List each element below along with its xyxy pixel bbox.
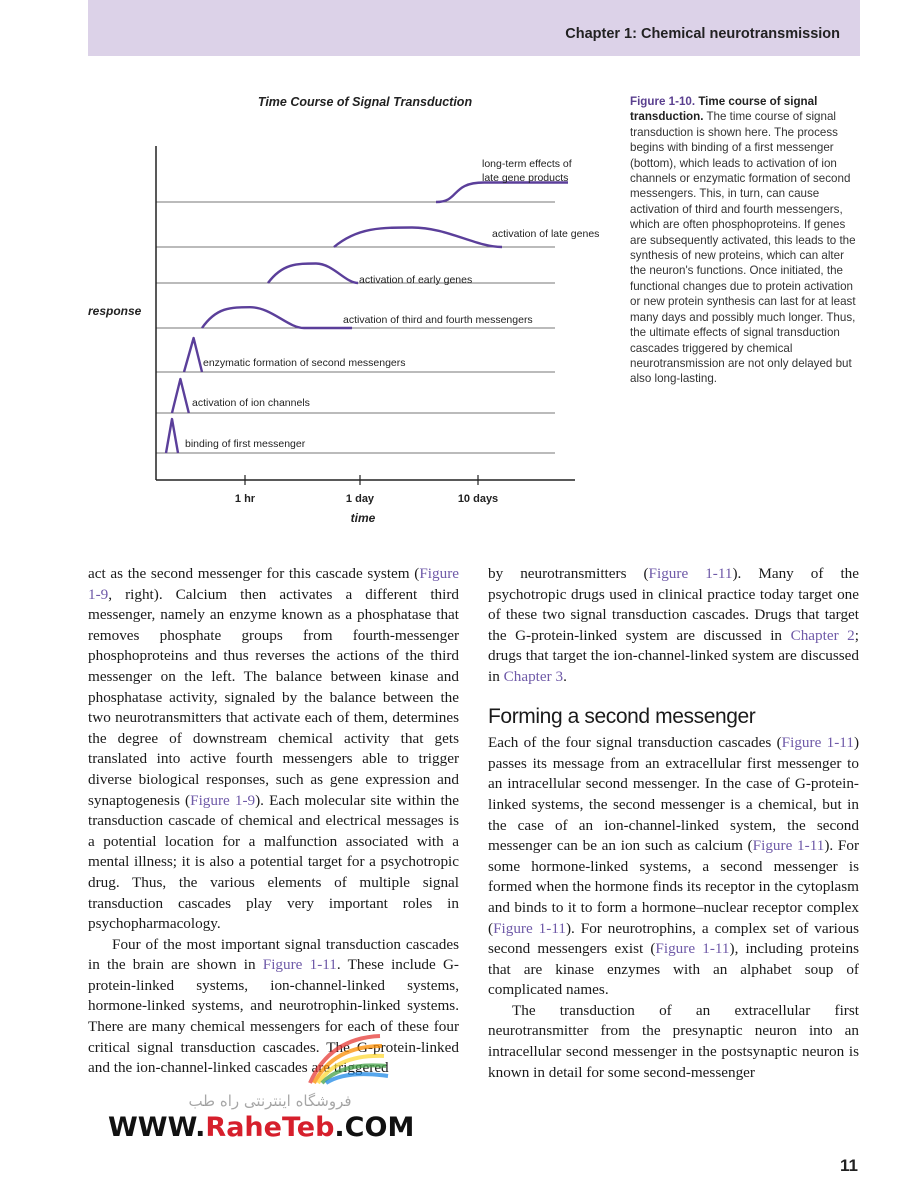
page-number: 11	[840, 1156, 858, 1175]
series-label: activation of third and fourth messengers	[343, 314, 533, 326]
x-tick-label: 10 days	[457, 493, 499, 505]
y-axis-label: response	[88, 304, 142, 318]
cross-reference-link[interactable]: Chapter 3	[503, 667, 564, 685]
body-paragraph: The transduction of an extracellular first neurotransmitter from the presynaptic neuron into an intracellular second messenger in the postsynaptic neuron is known in detail for some second-messenger	[488, 1001, 859, 1081]
cross-reference-link[interactable]: Figure 1-11	[655, 940, 730, 958]
chapter-title: Chapter 1: Chemical neurotransmission	[565, 26, 840, 42]
cross-reference-link[interactable]: Figure 1-11	[262, 956, 337, 974]
series-label: binding of first messenger	[185, 438, 306, 450]
series-curve	[436, 183, 568, 203]
body-paragraph: Each of the four signal transduction cascades (Figure 1-11) passes its message from an extracellular first messenger to an intracellular second messenger. In the case of G-protein-linked systems, the second messenger is a chemical, but in the case of an ion-channel-linked system, the second messenger can be an ion such as calcium (Figure 1-11). For some hormone-linked systems, a second messenger is formed when the hormone finds its receptor in the cytoplasm and binds to it to form a hormone–nuclear receptor complex (Figure 1-11). For neurotrophins, a complex set of various second messengers exist (Figure 1-11), including proteins that are kinase enzymes with an alphabet soup of complicated names.	[488, 734, 860, 999]
figure-title: Time course of signal transduction.	[630, 95, 818, 124]
series-label: late gene products	[482, 172, 569, 184]
series-label: enzymatic formation of second messengers	[203, 357, 406, 369]
left-column	[88, 564, 459, 1079]
series-curve	[184, 338, 202, 372]
watermark-suffix: .COM	[334, 1112, 415, 1143]
cross-reference-link[interactable]: Figure 1-9	[190, 791, 256, 809]
section-heading: Forming a second messenger	[488, 704, 756, 728]
watermark-persian: فروشگاه اینترنتی راه طب	[188, 1092, 352, 1110]
cross-reference-link[interactable]: Figure 1-11	[493, 919, 566, 937]
watermark	[108, 1112, 414, 1143]
body-paragraph: act as the second messenger for this cascade system (Figure 1-9, right). Calcium then activates a different third messenger, namely an enzyme known as a phosphatase that removes phosphate groups from fourth-messenger phosphoproteins and thus reverses the actions of the third messenger on the left. The balance between kinase and phosphatase activity, signaled by the balance between the two neurotransmitters that activate each of them, determines the degree of downstream chemical activity that gets translated into active fourth messengers able to trigger diverse biological responses, such as gene expression and synaptogenesis (Figure 1-9). Each molecular site within the transduction cascade of chemical and electrical messages is a potential location for a malfunction associated with a mental illness; it is also a potential target for a psychotropic drug. Thus, the various elements of multiple signal transduction cascades play very important roles in psychopharmacology.	[88, 565, 460, 933]
x-tick-label: 1 day	[345, 493, 375, 505]
right-column	[488, 564, 859, 1083]
cross-reference-link[interactable]: Figure 1-11	[648, 565, 733, 582]
series-curve	[166, 419, 178, 453]
series-curve	[202, 307, 352, 328]
series-label: activation of late genes	[492, 228, 600, 240]
cross-reference-link[interactable]: Figure 1-11	[781, 734, 854, 752]
x-axis-label: time	[350, 511, 376, 525]
cross-reference-link[interactable]: Figure 1-9	[88, 565, 459, 603]
figure-number: Figure 1-10.	[630, 95, 696, 108]
raheteb-logo-icon	[300, 1028, 390, 1088]
figure-caption-body: The time course of signal transduction is shown here. The process begins with binding of a first messenger (bottom), which leads to activation of ion channels or enzymatic formation of second messengers. This, in turn, can cause activation of third and fourth messengers, which are often phosphoproteins. If genes are subsequently activated, this leads to the synthesis of new proteins, which can alter the neuron's functions. Once initiated, the functional changes due to protein activation or new protein synthesis can last for at least many days and possibly much longer. Thus, the ultimate effects of signal transduction cascades triggered by chemical neurotransmission are not only delayed but also long-lasting.	[630, 110, 856, 386]
watermark-brand: RaheTeb	[205, 1112, 335, 1143]
cross-reference-link[interactable]: Figure 1-11	[752, 837, 825, 855]
chart-title: Time Course of Signal Transduction	[257, 95, 473, 109]
watermark-prefix: WWW.	[108, 1112, 206, 1143]
body-paragraph: Four of the most important signal transduction cascades in the brain are shown in Figure 1-11. These include G-protein-linked systems, ion-channel-linked systems, hormone-linked systems, and neurotrophin-linked systems. There are many chemical messengers for each of these four critical signal transduction cascades. The G-protein-linked and the ion-channel-linked cascades are triggered	[88, 935, 459, 1077]
series-label: long-term effects of	[482, 158, 572, 170]
series-label: activation of early genes	[359, 274, 473, 286]
series-curve	[334, 228, 502, 248]
series-label: activation of ion channels	[192, 397, 310, 409]
figure-caption	[630, 94, 862, 387]
x-tick-label: 1 hr	[234, 493, 256, 505]
series-curve	[172, 379, 189, 413]
cross-reference-link[interactable]: Chapter 2	[790, 626, 855, 644]
series-curve	[268, 264, 358, 284]
body-paragraph: by neurotransmitters (Figure 1-11). Many of the psychotropic drugs used in clinical practice today target one of these two signal transduction cascades. Drugs that target the G-protein-linked system are discussed in Chapter 2; drugs that target the ion-channel-linked system are discussed in Chapter 3.	[488, 565, 859, 685]
